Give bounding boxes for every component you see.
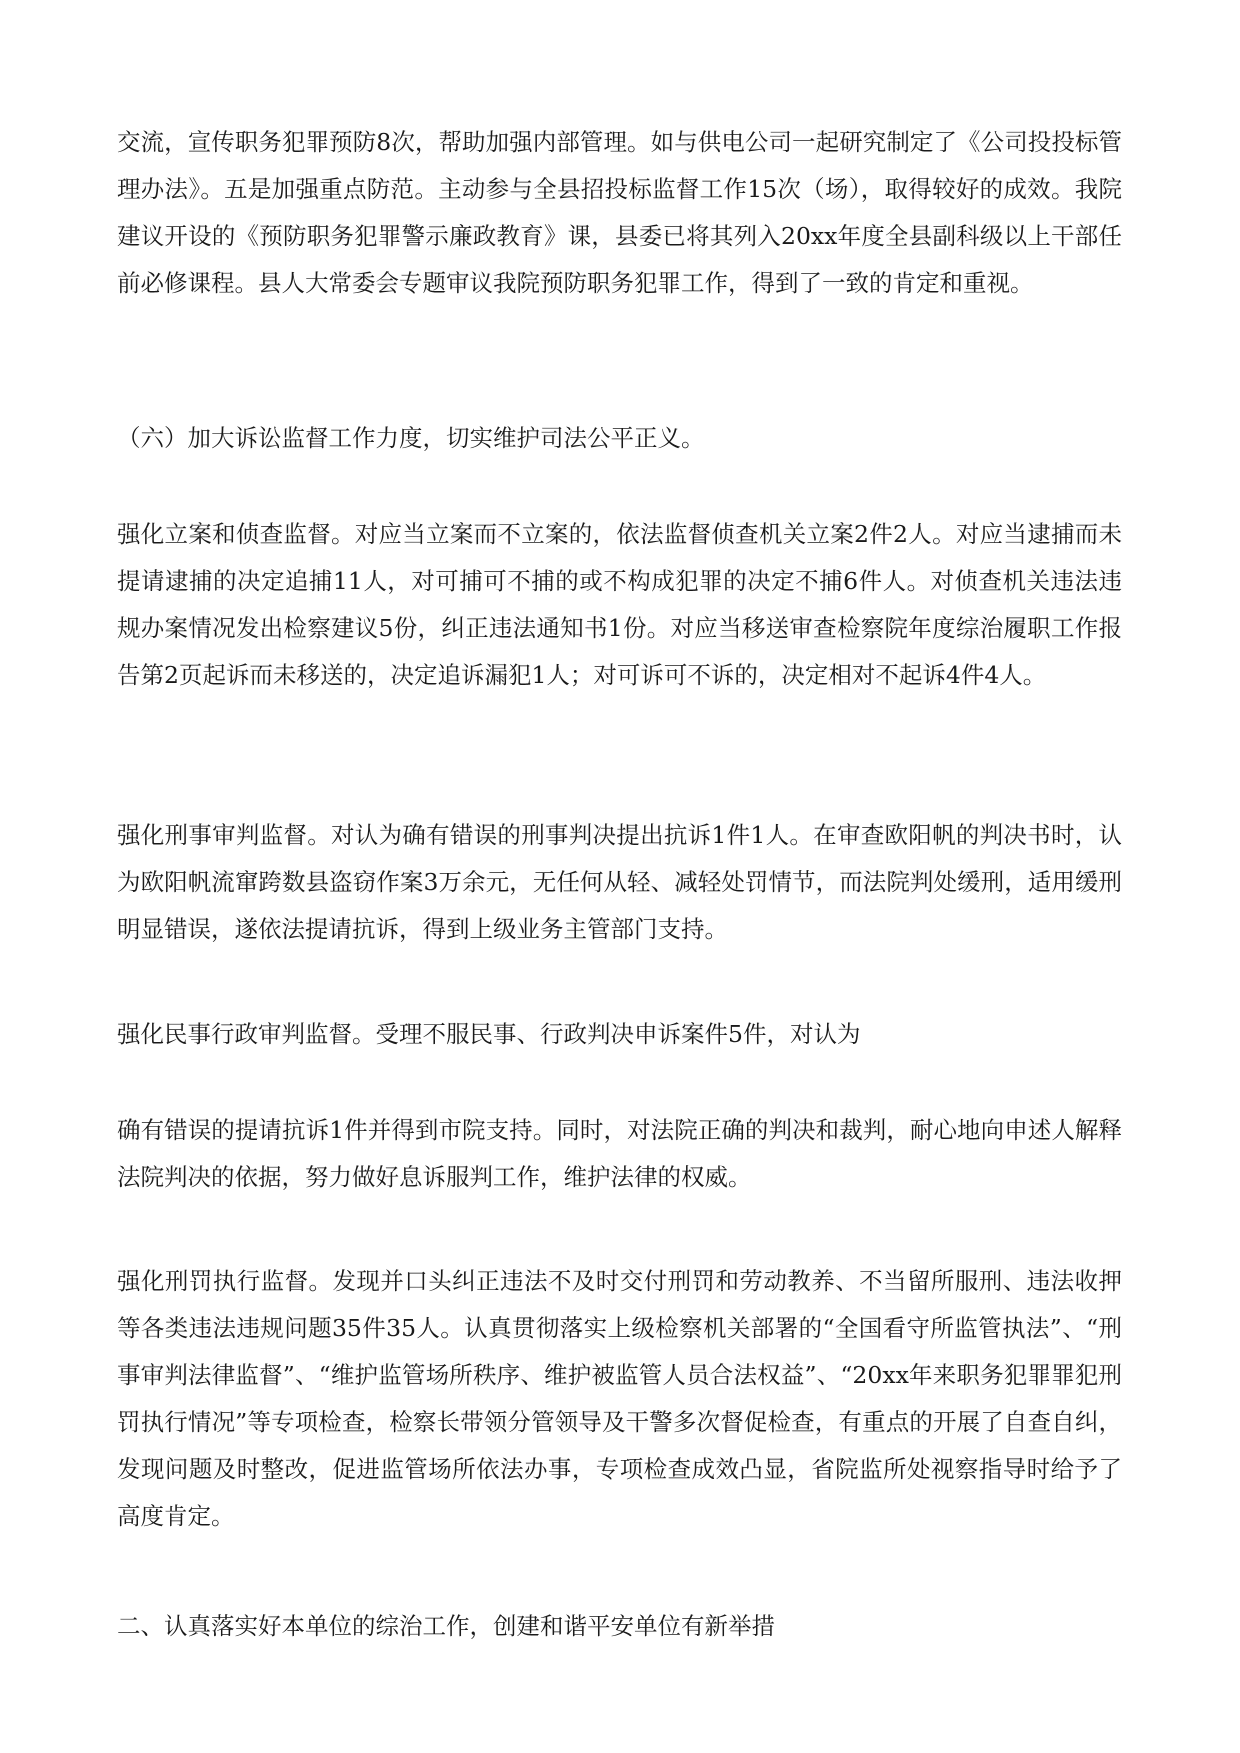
paragraph-case-filing-supervision: 强化立案和侦查监督。对应当立案而不立案的，依法监督侦查机关立案2件2人。对应当逮捕而未提请逮捕的决定追捕11人，对可捕可不捕的或不构成犯罪的决定不捕6件人。对侦查机关违法违规办案情况发出检察建议5份，纠正违法通知书1份。对应当移送审查检察院年度综治履职工作报告第2页起诉而未移送的，决定追诉漏犯1人；对可诉可不诉的，决定相对不起诉4件4人。 <box>117 520 1122 689</box>
section-heading-comprehensive-governance: 二、认真落实好本单位的综治工作，创建和谐平安单位有新举措 <box>117 1612 775 1640</box>
paragraph-prevention-work: 交流，宣传职务犯罪预防8次，帮助加强内部管理。如与供电公司一起研究制定了《公司投投标管理办法》。五是加强重点防范。主动参与全县招投标监督工作15次（场），取得较好的成效。我院建议开设的《预防职务犯罪警示廉政教育》课，县委已将其列入20xx年度全县副科级以上干部任前必修课程。县人大常委会专题审议我院预防职务犯罪工作，得到了一致的肯定和重视。 <box>117 128 1122 297</box>
section-heading-litigation-supervision: （六）加大诉讼监督工作力度，切实维护司法公平正义。 <box>117 424 705 452</box>
paragraph-penalty-execution-supervision: 强化刑罚执行监督。发现并口头纠正违法不及时交付刑罚和劳动教养、不当留所服刑、违法收押等各类违法违规问题35件35人。认真贯彻落实上级检察机关部署的“全国看守所监管执法”、“刑事审判法律监督”、“维护监管场所秩序、维护被监管人员合法权益”、“20xx年来职务犯罪罪犯刑罚执行情况”等专项检查，检察长带领分管领导及干警多次督促检查，有重点的开展了自查自纠，发现问题及时整改，促进监管场所依法办事，专项检查成效凸显，省院监所处视察指导时给予了高度肯定。 <box>117 1267 1122 1530</box>
paragraph-civil-administrative-supervision: 强化民事行政审判监督。受理不服民事、行政判决申诉案件5件，对认为 <box>117 1020 861 1048</box>
paragraph-criminal-trial-supervision: 强化刑事审判监督。对认为确有错误的刑事判决提出抗诉1件1人。在审查欧阳帆的判决书时，认为欧阳帆流窜跨数县盗窃作案3万余元，无任何从轻、减轻处罚情节，而法院判处缓刑，适用缓刑明显错误，遂依法提请抗诉，得到上级业务主管部门支持。 <box>117 821 1122 943</box>
paragraph-civil-administrative-continued: 确有错误的提请抗诉1件并得到市院支持。同时，对法院正确的判决和裁判，耐心地向申述人解释法院判决的依据，努力做好息诉服判工作，维护法律的权威。 <box>117 1116 1122 1191</box>
